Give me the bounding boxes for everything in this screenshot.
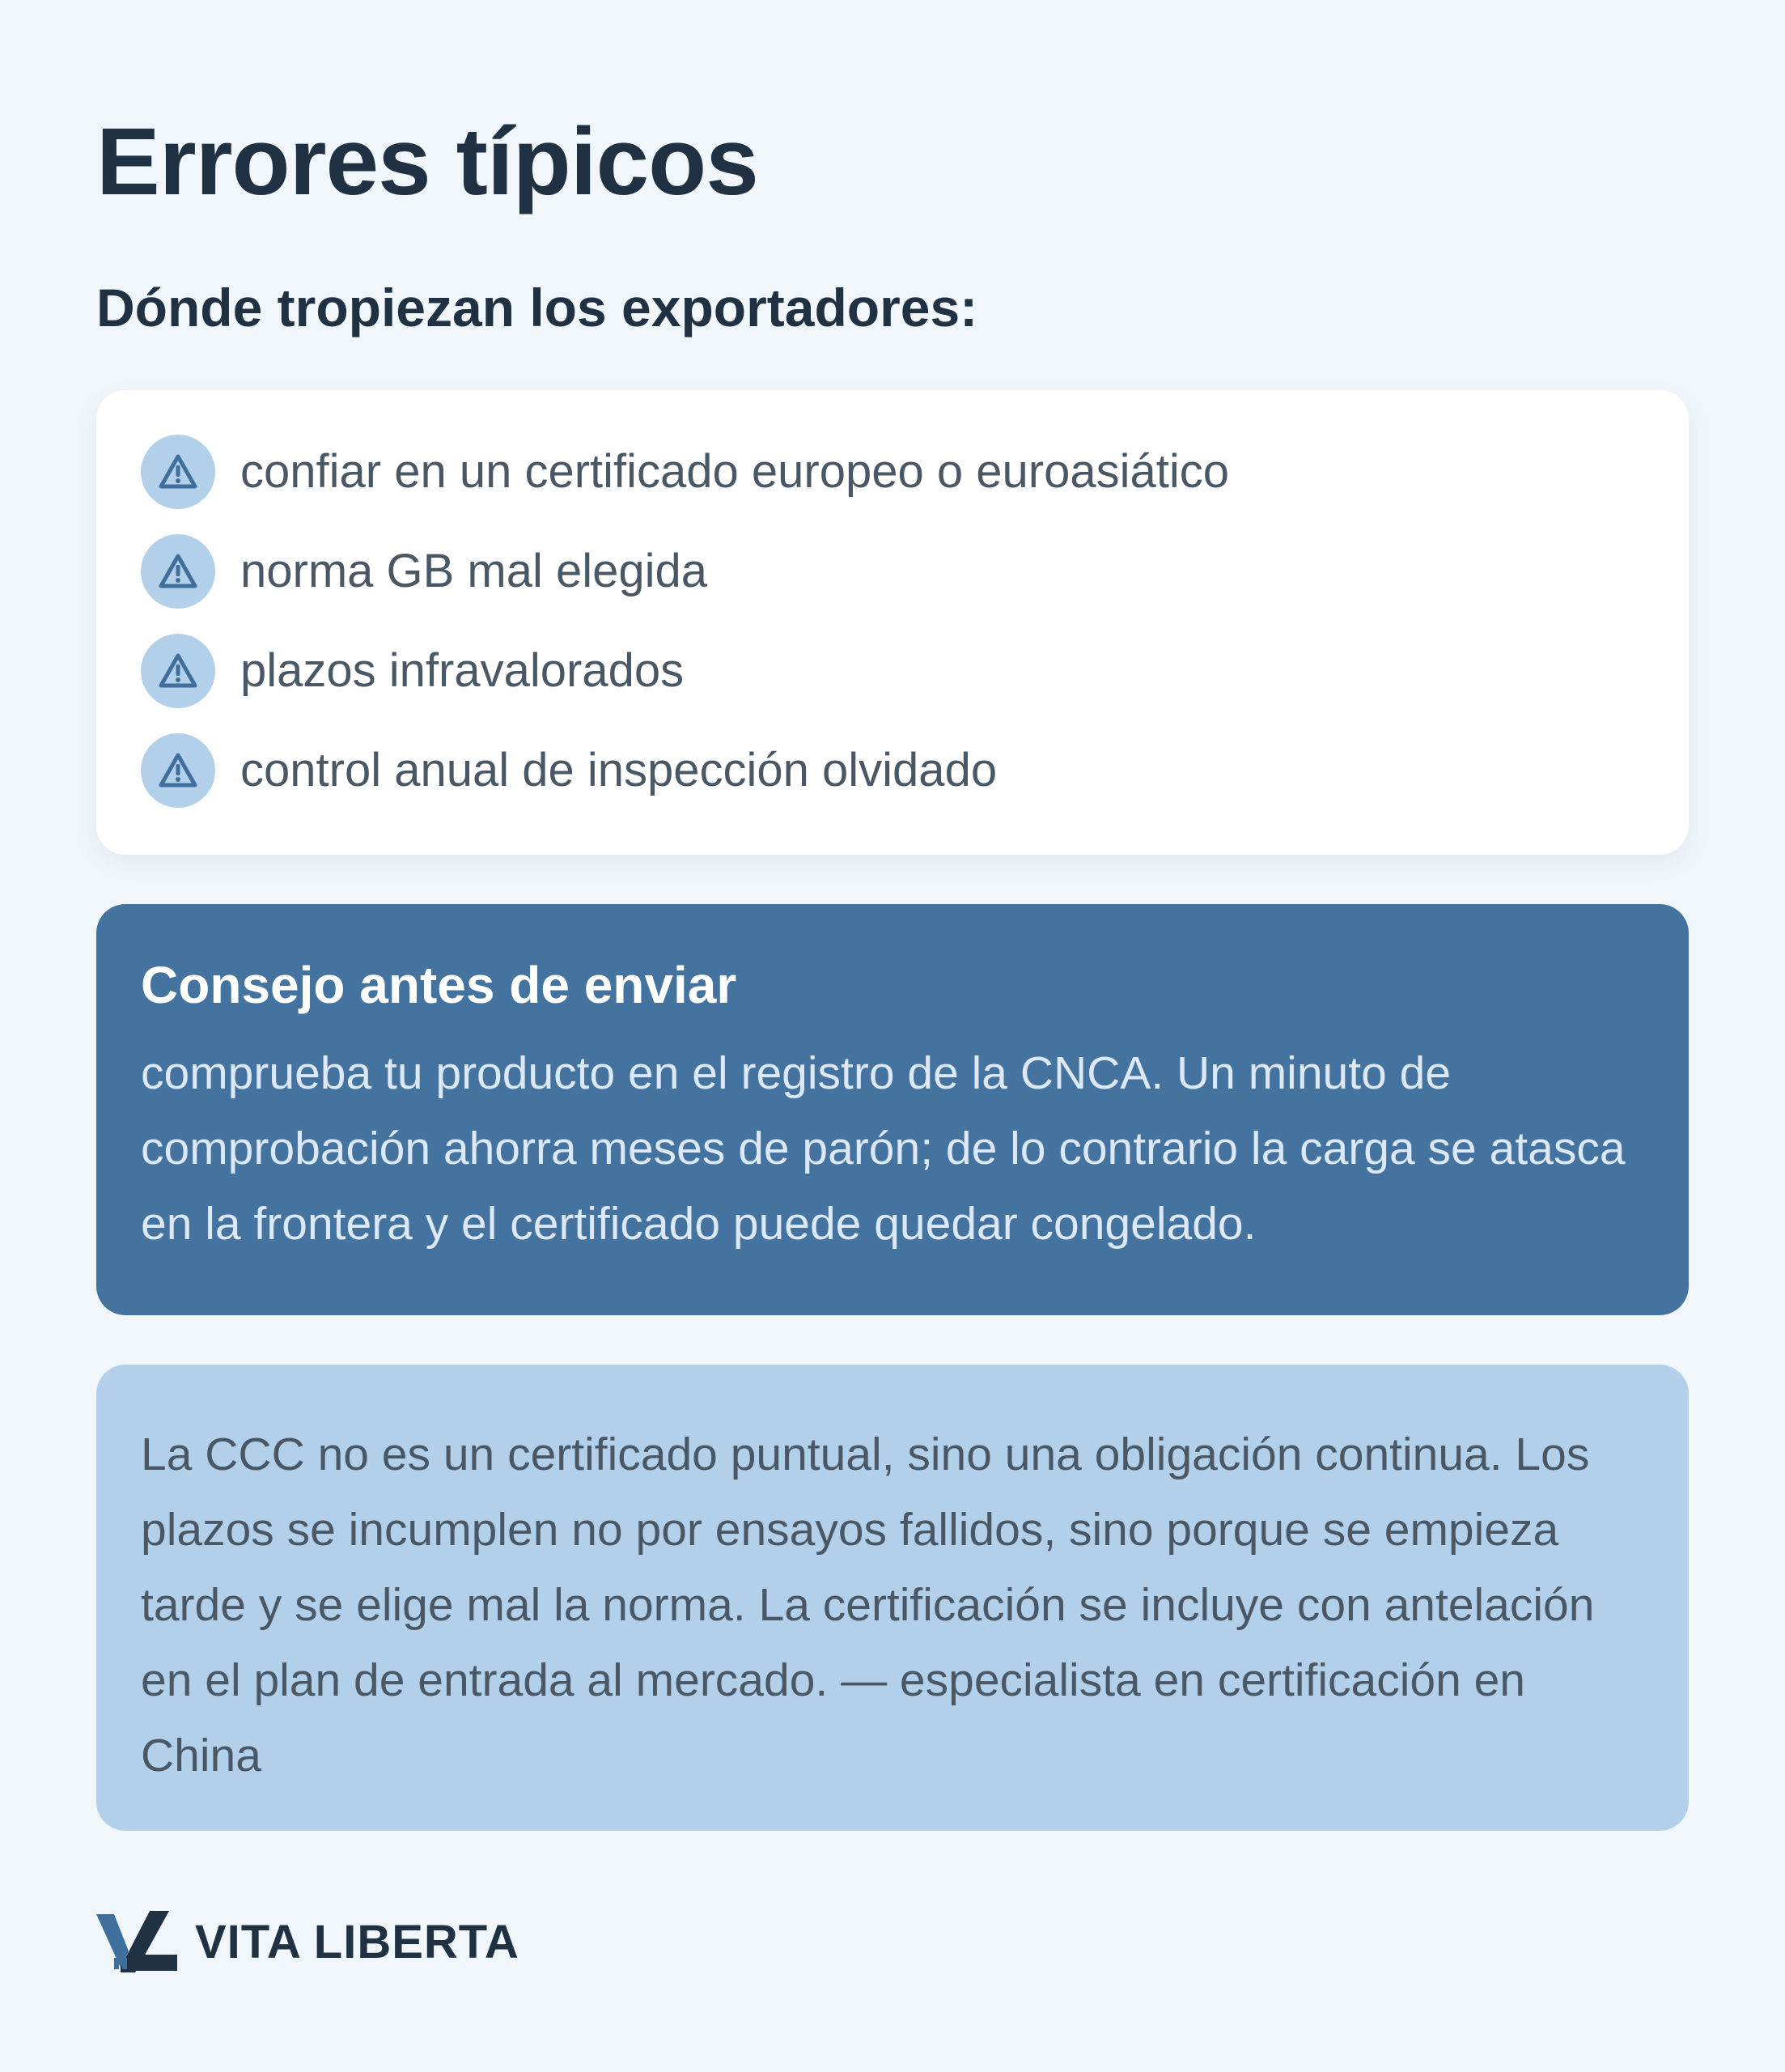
warning-triangle-icon [141,534,215,609]
warning-triangle-icon [141,733,215,808]
mistake-text: control anual de inspección olvidado [240,744,998,796]
mistake-text: confiar en un certificado europeo o euroasiático [240,445,1229,498]
warning-triangle-icon [141,634,215,708]
list-item [141,435,1229,509]
list-item [141,733,1229,808]
mistakes-card [96,390,1689,855]
expert-quote [96,1365,1689,1831]
brand-footer [96,1906,519,1979]
mistakes-list [141,435,1229,808]
vita-liberta-logo-icon [96,1909,177,1976]
warning-triangle-icon [141,435,215,509]
quote-body: La CCC no es un certificado puntual, sino una obligación continua. Los plazos se incumplen no por ensayos fallidos, sino porque se empieza tarde y se elige mal la norma. La certificación se incluye con antelación en el plan de entrada al mercado. — especialista en certificación en China [141,1429,1595,1781]
tip-title: Consejo antes de enviar [141,956,737,1014]
tip-body: comprueba tu producto en el registro de la CNCA. Un minuto de comprobación ahorra meses de parón; de lo contrario la carga se atasca en la frontera y el certificado puede quedar congelado. [141,1047,1626,1250]
page-subtitle: Dónde tropiezan los exportadores: [96,278,978,338]
mistake-text: norma GB mal elegida [240,545,708,597]
page-title: Errores típicos [96,108,758,215]
brand-name: VITA LIBERTA [195,1916,519,1968]
list-item [141,534,1229,609]
mistake-text: plazos infravalorados [240,644,685,697]
list-item [141,634,1229,708]
tip-callout [96,904,1689,1315]
